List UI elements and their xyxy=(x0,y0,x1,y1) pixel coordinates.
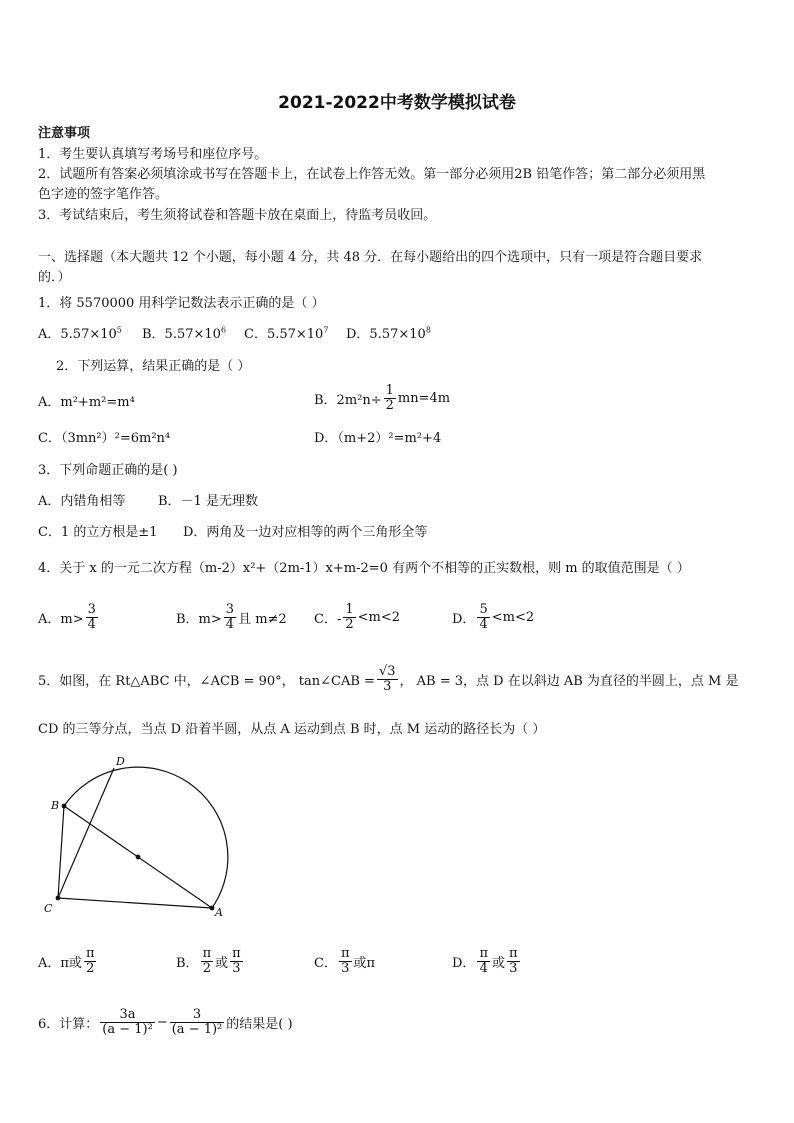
q5-stem-b: ， AB = 3，点 D 在以斜边 AB 为直径的半圆上，点 M 是 xyxy=(399,673,739,689)
q1-d-exp: 8 xyxy=(425,325,431,335)
q6-num2: 3 xyxy=(170,1008,225,1023)
q5-a-pre: A．π或 xyxy=(38,955,82,971)
q1-c-text: C．5.57×10 xyxy=(244,327,324,342)
label-b: B xyxy=(51,799,60,812)
q5-a-fraction xyxy=(84,947,97,975)
q5-c-post: 或π xyxy=(353,955,376,971)
point-a xyxy=(210,906,215,911)
q1-b-text: B．5.57×10 xyxy=(142,327,221,342)
q4-c-num: 1 xyxy=(345,601,354,617)
q1-option-c xyxy=(244,323,328,342)
section-heading: 一、选择题（本大题共 12 个小题，每小题 4 分，共 48 分．在每小题给出的四个选项中，只有一项是符合题目要求 xyxy=(38,250,703,265)
q2-option-c: C．（3mn²）²=6m²n⁴ xyxy=(38,431,171,446)
q5-tan-den: 3 xyxy=(383,678,392,694)
segment-cd xyxy=(58,768,114,898)
q5-option-d xyxy=(452,941,522,981)
q4-d-den: 4 xyxy=(479,616,488,632)
q1-option-a xyxy=(38,323,122,342)
q1-d-text: D．5.57×10 xyxy=(346,327,426,342)
q5-option-c xyxy=(314,941,375,981)
q3-option-a: A．内错角相等 xyxy=(38,494,126,509)
q4-b-pre: B．m> xyxy=(176,611,222,627)
q5-d-mid: 或 xyxy=(491,955,505,971)
q2-b-num: 1 xyxy=(385,382,394,398)
q5-d-num2: π xyxy=(509,945,518,961)
page-title: 2021-2022中考数学模拟试卷 xyxy=(278,93,516,113)
q2-b-den: 2 xyxy=(385,397,394,413)
q5-a-num: π xyxy=(85,945,95,961)
notice-item: 色字迹的签字笔作答。 xyxy=(38,187,169,202)
q4-a-pre: A．m> xyxy=(38,611,84,627)
question-4-stem: 4．关于 x 的一元二次方程（m-2）x²+（2m-1）x+m-2=0 有两个不相等的正实数根，则 m 的取值范围是（ ） xyxy=(38,561,690,576)
q4-a-num: 3 xyxy=(87,601,96,617)
q4-c-den: 2 xyxy=(345,616,354,632)
q5-option-b xyxy=(176,941,245,981)
question-3-stem: 3．下列命题正确的是( ) xyxy=(38,463,178,478)
q4-c-pre: C．- xyxy=(314,611,342,627)
q4-b-num: 3 xyxy=(225,601,235,617)
q5-d-fraction-1 xyxy=(477,947,490,975)
q2-b-pre: B．2m²n÷ xyxy=(314,392,382,408)
question-6 xyxy=(38,1000,293,1044)
q5-c-den: 3 xyxy=(341,960,350,976)
q3-option-c: C．1 的立方根是±1 xyxy=(38,525,158,540)
q4-c-post: <m<2 xyxy=(357,609,401,625)
q5-b-num2: π xyxy=(232,945,241,961)
q2-b-post: mn=4m xyxy=(397,390,451,406)
q5-tan-fraction xyxy=(377,665,398,693)
q1-a-text: A．5.57×10 xyxy=(38,327,117,342)
segment-bc xyxy=(58,806,64,898)
q5-b-num1: π xyxy=(202,945,212,961)
q2-option-d: D．（m+2）²=m²+4 xyxy=(314,431,442,446)
q5-d-num1: π xyxy=(479,945,488,961)
q4-option-a xyxy=(38,597,100,637)
q5-b-fraction-1 xyxy=(201,947,214,975)
q5-b-fraction-2 xyxy=(230,947,243,975)
q2-option-a: A．m²+m²=m⁴ xyxy=(38,395,135,410)
q6-minus: − xyxy=(156,1014,168,1030)
q4-a-fraction xyxy=(86,603,98,631)
q5-option-a xyxy=(38,941,98,981)
notice-item: 3．考试结束后，考生须将试卷和答题卡放在桌面上，待监考员收回。 xyxy=(38,208,437,223)
q5-c-pre: C． xyxy=(314,955,337,971)
q5-b-pre: B． xyxy=(176,955,199,971)
q5-b-mid: 或 xyxy=(215,955,229,971)
q4-option-d xyxy=(452,597,534,637)
semicircle-arc xyxy=(64,767,228,908)
q1-option-b xyxy=(142,323,226,342)
q4-c-fraction xyxy=(343,603,355,631)
q5-b-den1: 2 xyxy=(202,960,211,976)
q2-option-b xyxy=(314,378,450,418)
q5-d-pre: D． xyxy=(452,955,476,971)
label-a: A xyxy=(215,906,223,919)
q5-a-den: 2 xyxy=(86,960,95,976)
q4-b-fraction xyxy=(224,603,236,631)
q1-b-exp: 6 xyxy=(220,325,227,335)
q4-option-b xyxy=(176,597,287,637)
q5-stem-a: 5．如图，在 Rt△ABC 中，∠ACB = 90°， tan∠CAB = xyxy=(38,673,375,689)
q4-a-den: 4 xyxy=(87,616,96,632)
q6-num1: 3a xyxy=(100,1008,155,1023)
q6-den1: (a − 1)² xyxy=(102,1021,153,1037)
q4-d-pre: D． xyxy=(452,611,476,627)
q5-tan-num: √3 xyxy=(378,663,396,679)
q3-option-b: B．－1 是无理数 xyxy=(158,494,258,509)
question-5-stem-line1 xyxy=(38,658,739,700)
section-heading-cont: 的．） xyxy=(38,270,71,285)
q4-d-post: <m<2 xyxy=(491,609,535,625)
q5-d-den2: 3 xyxy=(509,960,518,976)
q5-c-fraction xyxy=(339,947,352,975)
q6-post: 的结果是( ) xyxy=(226,1016,293,1032)
notice-item: 1．考生要认真填写考场号和座位序号。 xyxy=(38,147,268,162)
q5-d-den1: 4 xyxy=(479,960,488,976)
q6-fraction-1 xyxy=(100,1008,155,1036)
q1-option-d xyxy=(346,323,431,342)
q4-b-den: 4 xyxy=(225,616,235,632)
q5-figure xyxy=(38,752,238,922)
q3-option-d: D．两角及一边对应相等的两个三角形全等 xyxy=(183,525,428,540)
q6-fraction-2 xyxy=(170,1008,225,1036)
q5-d-fraction-2 xyxy=(507,947,520,975)
point-b xyxy=(62,804,67,809)
q2-b-fraction xyxy=(384,384,396,412)
q4-d-num: 5 xyxy=(479,601,488,617)
q5-b-den2: 3 xyxy=(232,960,241,976)
q5-c-num: π xyxy=(340,945,350,961)
point-c xyxy=(56,896,61,901)
question-1-stem: 1．将 5570000 用科学记数法表示正确的是（ ） xyxy=(38,296,325,311)
q4-option-c xyxy=(314,597,400,637)
notice-heading: 注意事项 xyxy=(38,126,91,141)
center-point xyxy=(136,855,141,860)
label-c: C xyxy=(44,902,53,915)
notice-item: 2．试题所有答案必须填涂或书写在答题卡上，在试卷上作答无效。第一部分必须用2B 铅笔作答；第二部分必须用黑 xyxy=(38,167,706,182)
q6-den2: (a − 1)² xyxy=(171,1021,223,1037)
label-d: D xyxy=(116,755,125,768)
q1-a-exp: 5 xyxy=(116,325,122,335)
question-2-stem: 2．下列运算，结果正确的是（ ） xyxy=(56,359,251,374)
q6-pre: 6．计算： xyxy=(38,1016,99,1032)
segment-ca xyxy=(58,898,212,908)
question-5-stem-line2: CD 的三等分点，当点 D 沿着半圆，从点 A 运动到点 B 时，点 M 运动的路径长为（ ） xyxy=(38,722,546,737)
q1-c-exp: 7 xyxy=(323,325,329,335)
q4-d-fraction xyxy=(477,603,489,631)
q4-b-post: 且 m≠2 xyxy=(238,611,287,627)
